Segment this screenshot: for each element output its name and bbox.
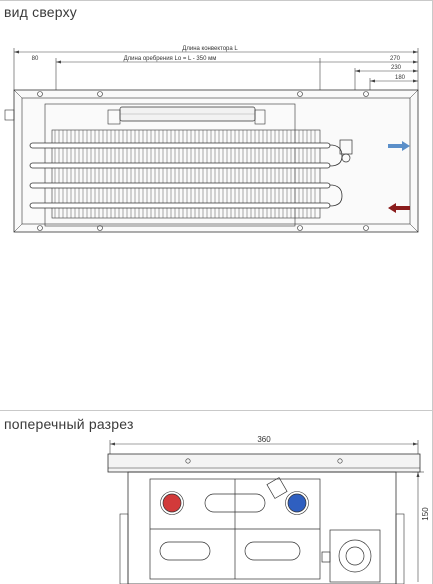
dim-230: 230: [390, 65, 402, 71]
dim-180: 180: [394, 75, 406, 81]
blue-pipe: [288, 494, 306, 512]
fan-box: [322, 530, 380, 582]
left-nozzle: [5, 110, 14, 120]
dim-length-convector: Длина конвектора L: [182, 46, 238, 52]
height-dimension: [412, 472, 424, 582]
cross-section-drawing: [0, 434, 433, 584]
red-pipe: [163, 494, 181, 512]
top-view-title: вид сверху: [4, 4, 78, 20]
dim-270: 270: [389, 56, 401, 62]
cross-section-title: поперечный разрез: [4, 416, 134, 432]
dim-80: 80: [31, 56, 39, 62]
frame-top-line: [0, 0, 433, 1]
top-view-drawing: [0, 30, 433, 290]
height-dimension-arrow: [417, 472, 420, 477]
cross-valve: [267, 478, 287, 499]
section-divider-line: [0, 410, 433, 411]
dim-height: 150: [421, 507, 430, 521]
dim-width: 360: [257, 435, 271, 444]
cross-section-frame: [108, 454, 420, 584]
dim-length-fins: Длина оребрения Lо = L - 350 мм: [123, 56, 217, 62]
